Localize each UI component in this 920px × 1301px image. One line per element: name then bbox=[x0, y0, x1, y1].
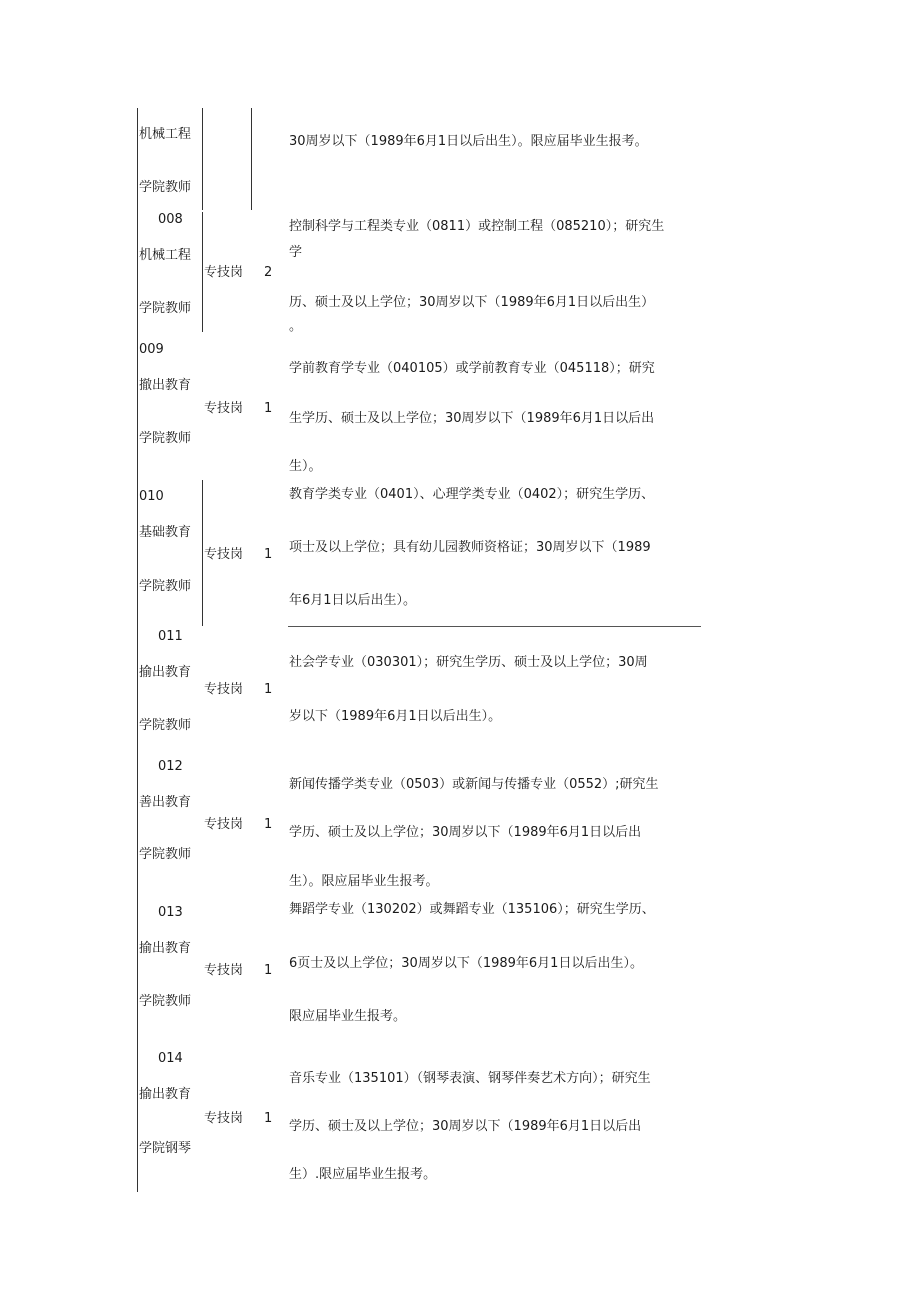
unit-name: 揄出教育 bbox=[139, 665, 192, 680]
requirement-text: 年6月1日以后出生）。 bbox=[289, 593, 417, 608]
post-type: 专技岗 bbox=[204, 682, 244, 697]
unit-name: 学院教师 bbox=[139, 431, 192, 446]
post-count: 1 bbox=[264, 547, 273, 562]
post-type: 专技岗 bbox=[204, 547, 244, 562]
unit-name: 善出教育 bbox=[139, 795, 192, 810]
unit-name: 学院钢琴 bbox=[139, 1141, 192, 1156]
requirement-text: 限应届毕业生报考。 bbox=[289, 1009, 407, 1024]
unit-name: 机械工程 bbox=[139, 127, 192, 142]
post-count: 1 bbox=[264, 963, 273, 978]
requirement-text: 教育学类专业（0401）、心理学类专业（0402）；研究生学历、 bbox=[289, 487, 655, 502]
requirement-text: 生）.限应届毕业生报考。 bbox=[289, 1167, 437, 1182]
post-type: 专技岗 bbox=[204, 963, 244, 978]
requirement-text: 舞蹈学专业（130202）或舞蹈专业（135106）；研究生学历、 bbox=[289, 902, 655, 917]
col-divider-line-3 bbox=[202, 212, 203, 332]
requirement-text: 控制科学与工程类专业（0811）或控制工程（085210）；研究生 bbox=[289, 219, 665, 234]
requirement-text: 学历、硕士及以上学位；30周岁以下（1989年6月1日以后出 bbox=[289, 1119, 642, 1134]
requirement-text: 30周岁以下（1989年6月1日以后出生）。限应届毕业生报考。 bbox=[289, 134, 648, 149]
requirement-text: 项士及以上学位；具有幼儿园教师资格证；30周岁以下（1989 bbox=[289, 540, 651, 555]
post-code: 008 bbox=[158, 212, 183, 227]
post-type: 专技岗 bbox=[204, 817, 244, 832]
post-type: 专技岗 bbox=[204, 1111, 244, 1126]
post-count: 2 bbox=[264, 265, 273, 280]
post-count: 1 bbox=[264, 817, 273, 832]
unit-name: 学院教师 bbox=[139, 847, 192, 862]
requirement-text: 生学历、硕士及以上学位；30周岁以下（1989年6月1日以后出 bbox=[289, 411, 655, 426]
unit-name: 机械工程 bbox=[139, 248, 192, 263]
requirement-text: 。 bbox=[289, 319, 303, 334]
post-code: 011 bbox=[158, 629, 183, 644]
unit-name: 学院教师 bbox=[139, 301, 192, 316]
post-code: 010 bbox=[139, 489, 164, 504]
requirement-text: 音乐专业（135101）（钢琴表演、钢琴伴奏艺术方向）；研究生 bbox=[289, 1071, 651, 1086]
post-type: 专技岗 bbox=[204, 265, 244, 280]
row-divider-line bbox=[288, 626, 701, 627]
post-type: 专技岗 bbox=[204, 401, 244, 416]
requirement-text: 学前教育学专业（040105）或学前教育专业（045118）；研究 bbox=[289, 361, 655, 376]
requirement-text: 社会学专业（030301）；研究生学历、硕士及以上学位；30周 bbox=[289, 655, 648, 670]
requirement-text: 6页士及以上学位；30周岁以下（1989年6月1日以后出生）。 bbox=[289, 956, 643, 971]
requirement-text: 学历、硕士及以上学位；30周岁以下（1989年6月1日以后出 bbox=[289, 825, 642, 840]
post-code: 012 bbox=[158, 759, 183, 774]
col-divider-line-1 bbox=[202, 108, 203, 210]
left-border-line bbox=[137, 108, 138, 1192]
unit-name: 基础教育 bbox=[139, 525, 192, 540]
requirement-text: 岁以下（1989年6月1日以后出生）。 bbox=[289, 709, 502, 724]
post-code: 014 bbox=[158, 1051, 183, 1066]
requirement-text: 新闻传播学类专业（0503）或新闻与传播专业（0552）;研究生 bbox=[289, 777, 659, 792]
unit-name: 学院教师 bbox=[139, 718, 192, 733]
requirement-text: 生）。 bbox=[289, 459, 322, 474]
unit-name: 学院教师 bbox=[139, 579, 192, 594]
post-code: 009 bbox=[139, 342, 164, 357]
requirement-text: 学 bbox=[289, 245, 303, 260]
post-count: 1 bbox=[264, 1111, 273, 1126]
post-count: 1 bbox=[264, 401, 273, 416]
col-divider-line-4 bbox=[202, 480, 203, 626]
requirement-text: 生）。限应届毕业生报考。 bbox=[289, 874, 439, 889]
unit-name: 揄出教育 bbox=[139, 1087, 192, 1102]
unit-name: 学院教师 bbox=[139, 994, 192, 1009]
requirement-text: 历、硕士及以上学位；30周岁以下（1989年6月1日以后出生） bbox=[289, 295, 655, 310]
post-count: 1 bbox=[264, 682, 273, 697]
unit-name: 撤出教育 bbox=[139, 378, 192, 393]
col-divider-line-2 bbox=[251, 108, 252, 210]
unit-name: 学院教师 bbox=[139, 180, 192, 195]
unit-name: 揄出教育 bbox=[139, 941, 192, 956]
post-code: 013 bbox=[158, 905, 183, 920]
